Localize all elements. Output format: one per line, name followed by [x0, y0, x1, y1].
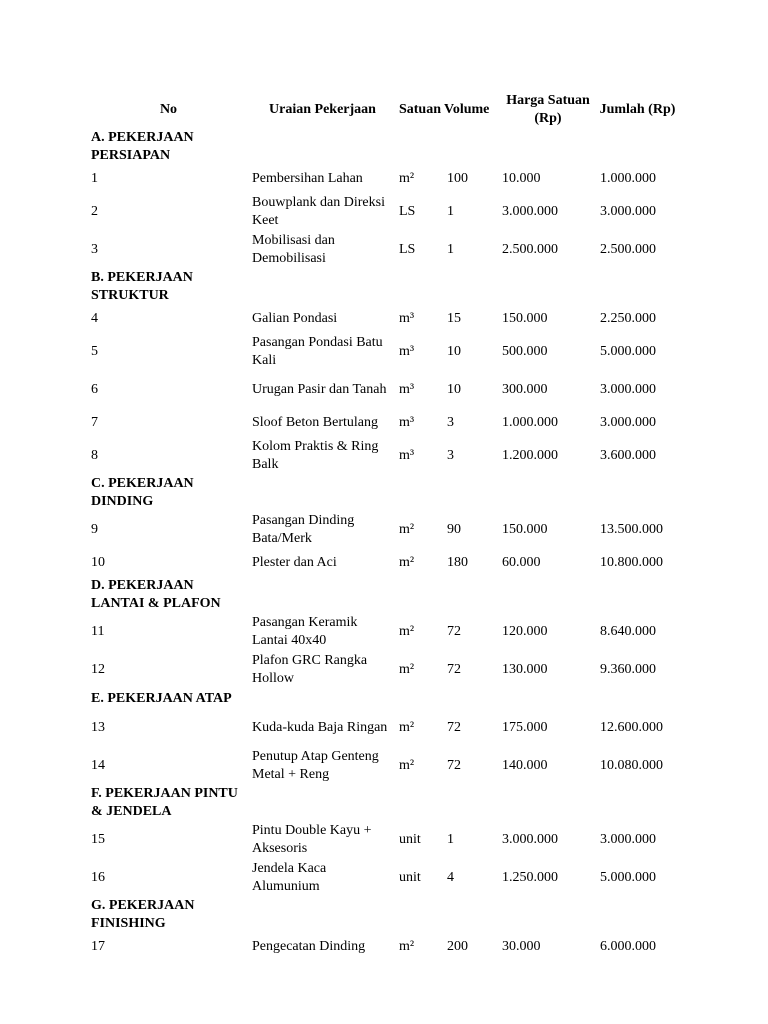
- section-title: F. PEKERJAAN PINTU & JENDELA: [91, 786, 238, 819]
- item-volume: 1: [447, 242, 454, 257]
- item-price: 1.000.000: [502, 415, 558, 430]
- header-volume: Volume: [444, 102, 490, 117]
- item-volume: 10: [447, 382, 461, 397]
- table-row: [88, 305, 678, 333]
- item-total: 5.000.000: [600, 344, 656, 359]
- item-total: 9.360.000: [600, 662, 656, 677]
- section-row: [88, 269, 678, 305]
- item-unit: m²: [399, 171, 415, 186]
- item-volume: 72: [447, 720, 461, 735]
- table-row: [88, 193, 678, 231]
- item-total: 8.640.000: [600, 624, 656, 639]
- section-title: G. PEKERJAAN FINISHING: [91, 898, 195, 931]
- item-volume: 4: [447, 870, 454, 885]
- item-total: 10.800.000: [600, 555, 663, 570]
- item-price: 150.000: [502, 311, 548, 326]
- item-total: 3.000.000: [600, 415, 656, 430]
- item-total: 2.500.000: [600, 242, 656, 257]
- item-total: 3.600.000: [600, 448, 656, 463]
- table-row: [88, 437, 678, 475]
- item-unit: m²: [399, 624, 415, 639]
- item-total: 10.080.000: [600, 758, 663, 773]
- item-no: 1: [91, 171, 98, 186]
- item-price: 150.000: [502, 522, 548, 537]
- item-desc: Urugan Pasir dan Tanah: [252, 382, 387, 397]
- item-unit: LS: [399, 242, 416, 257]
- item-unit: m²: [399, 939, 415, 954]
- item-desc: Bouwplank dan Direksi Keet: [252, 195, 385, 228]
- item-no: 4: [91, 311, 98, 326]
- item-price: 140.000: [502, 758, 548, 773]
- item-no: 14: [91, 758, 105, 773]
- header-desc: Uraian Pekerjaan: [269, 102, 376, 117]
- table-row: [88, 549, 678, 577]
- item-no: 3: [91, 242, 98, 257]
- item-volume: 1: [447, 832, 454, 847]
- table-row: [88, 821, 678, 859]
- section-row: [88, 129, 678, 165]
- item-total: 6.000.000: [600, 939, 656, 954]
- item-no: 2: [91, 204, 98, 219]
- item-volume: 72: [447, 662, 461, 677]
- item-volume: 15: [447, 311, 461, 326]
- item-unit: unit: [399, 832, 421, 847]
- item-no: 7: [91, 415, 98, 430]
- item-unit: m²: [399, 720, 415, 735]
- item-unit: LS: [399, 204, 416, 219]
- item-unit: m³: [399, 382, 415, 397]
- item-desc: Mobilisasi dan Demobilisasi: [252, 233, 335, 266]
- table-row: [88, 613, 678, 651]
- header-no: No: [159, 102, 178, 117]
- item-unit: m³: [399, 448, 415, 463]
- item-no: 15: [91, 832, 105, 847]
- item-price: 500.000: [502, 344, 548, 359]
- item-desc: Penutup Atap Genteng Metal + Reng: [252, 749, 379, 782]
- table-row: [88, 333, 678, 371]
- section-row: [88, 689, 678, 709]
- table-row: [88, 409, 678, 437]
- header-total: Jumlah (Rp): [599, 102, 676, 117]
- item-desc: Sloof Beton Bertulang: [252, 415, 378, 430]
- item-total: 13.500.000: [600, 522, 663, 537]
- item-total: 12.600.000: [600, 720, 663, 735]
- section-title: D. PEKERJAAN LANTAI & PLAFON: [91, 578, 221, 611]
- table-row: [88, 165, 678, 193]
- item-desc: Galian Pondasi: [252, 311, 338, 326]
- item-total: 5.000.000: [600, 870, 656, 885]
- section-title: B. PEKERJAAN STRUKTUR: [91, 270, 193, 303]
- item-desc: Pasangan Dinding Bata/Merk: [252, 513, 355, 546]
- item-no: 5: [91, 344, 98, 359]
- item-desc: Kolom Praktis & Ring Balk: [252, 439, 379, 472]
- table-row: [88, 651, 678, 689]
- item-desc: Plester dan Aci: [252, 555, 337, 570]
- item-price: 130.000: [502, 662, 548, 677]
- table-row: [88, 231, 678, 269]
- item-price: 300.000: [502, 382, 548, 397]
- item-unit: m²: [399, 758, 415, 773]
- item-volume: 10: [447, 344, 461, 359]
- item-unit: unit: [399, 870, 421, 885]
- item-total: 3.000.000: [600, 832, 656, 847]
- item-volume: 180: [447, 555, 468, 570]
- item-no: 9: [91, 522, 98, 537]
- item-no: 13: [91, 720, 105, 735]
- item-volume: 3: [447, 415, 454, 430]
- table-row: [88, 371, 678, 409]
- item-unit: m³: [399, 311, 415, 326]
- item-total: 2.250.000: [600, 311, 656, 326]
- table-row: [88, 709, 678, 747]
- item-price: 1.200.000: [502, 448, 558, 463]
- section-title: C. PEKERJAAN DINDING: [91, 476, 194, 509]
- item-desc: Pintu Double Kayu + Aksesoris: [252, 823, 372, 856]
- header-price: Harga Satuan (Rp): [506, 93, 590, 126]
- item-no: 12: [91, 662, 105, 677]
- item-price: 120.000: [502, 624, 548, 639]
- item-unit: m²: [399, 662, 415, 677]
- section-row: [88, 785, 678, 821]
- item-total: 3.000.000: [600, 382, 656, 397]
- item-volume: 3: [447, 448, 454, 463]
- table-header-row: [88, 91, 678, 129]
- item-unit: m³: [399, 344, 415, 359]
- section-row: [88, 897, 678, 933]
- table-row: [88, 933, 678, 961]
- item-volume: 100: [447, 171, 468, 186]
- item-volume: 72: [447, 624, 461, 639]
- header-unit: Satuan: [398, 102, 442, 117]
- item-no: 8: [91, 448, 98, 463]
- item-desc: Kuda-kuda Baja Ringan: [252, 720, 388, 735]
- item-desc: Jendela Kaca Alumunium: [252, 861, 327, 894]
- item-price: 2.500.000: [502, 242, 558, 257]
- section-row: [88, 475, 678, 511]
- item-price: 3.000.000: [502, 204, 558, 219]
- item-price: 10.000: [502, 171, 541, 186]
- item-unit: m²: [399, 522, 415, 537]
- rab-table: [88, 91, 678, 961]
- table-row: [88, 859, 678, 897]
- item-price: 1.250.000: [502, 870, 558, 885]
- item-unit: m³: [399, 415, 415, 430]
- table-row: [88, 747, 678, 785]
- item-price: 175.000: [502, 720, 548, 735]
- section-title: A. PEKERJAAN PERSIAPAN: [91, 130, 194, 163]
- item-no: 6: [91, 382, 98, 397]
- item-total: 1.000.000: [600, 171, 656, 186]
- item-desc: Pasangan Pondasi Batu Kali: [252, 335, 383, 368]
- item-no: 10: [91, 555, 105, 570]
- item-no: 11: [91, 624, 105, 639]
- section-title: E. PEKERJAAN ATAP: [91, 691, 232, 706]
- item-no: 17: [91, 939, 105, 954]
- section-row: [88, 577, 678, 613]
- item-desc: Pengecatan Dinding: [252, 939, 366, 954]
- item-volume: 200: [447, 939, 468, 954]
- item-desc: Plafon GRC Rangka Hollow: [252, 653, 368, 686]
- item-price: 30.000: [502, 939, 541, 954]
- item-total: 3.000.000: [600, 204, 656, 219]
- item-desc: Pembersihan Lahan: [252, 171, 363, 186]
- item-no: 16: [91, 870, 105, 885]
- item-price: 60.000: [502, 555, 541, 570]
- table-row: [88, 511, 678, 549]
- item-volume: 90: [447, 522, 461, 537]
- item-desc: Pasangan Keramik Lantai 40x40: [252, 615, 358, 648]
- item-unit: m²: [399, 555, 415, 570]
- item-volume: 1: [447, 204, 454, 219]
- item-price: 3.000.000: [502, 832, 558, 847]
- item-volume: 72: [447, 758, 461, 773]
